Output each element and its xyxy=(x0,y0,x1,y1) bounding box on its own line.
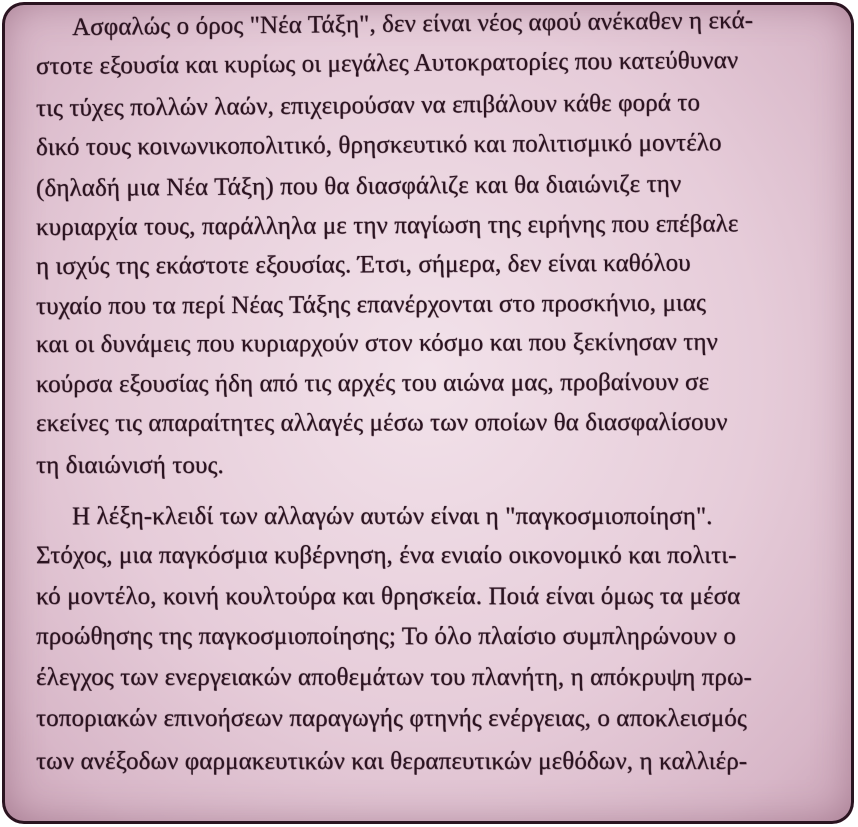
page-text xyxy=(2,2,854,824)
text-line: των ανέξοδων φαρμακευτικών και θεραπευτικών μεθόδων, η καλλιέρ- xyxy=(36,748,748,775)
text-line: κό μοντέλο, κοινή κουλτούρα και θρησκεία. Ποιά είναι όμως τα μέσα xyxy=(36,583,741,610)
text-line: Στόχος, μια παγκόσμια κυβέρνηση, ένα ενιαίο οικονομικό και πολιτι- xyxy=(36,542,737,569)
text-line: κυριαρχία τους, παράλληλα με την παγίωση της ειρήνης που επέβαλε xyxy=(35,210,739,241)
text-line: τυχαίο που τα περί Νέας Τάξης επανέρχονται στο προσκήνιο, μιας xyxy=(35,289,707,320)
text-line: εκείνες τις απαραίτητες αλλαγές μέσω των οποίων θα διασφαλίσουν xyxy=(35,408,728,437)
text-line: η ισχύς της εκάστοτε εξουσίας. Έτσι, σήμερα, δεν είναι καθόλου xyxy=(35,249,691,280)
text-line: (δηλαδή μια Νέα Τάξη) που θα διασφάλιζε και θα διαιώνιζε την xyxy=(35,170,682,202)
text-line: τοποριακών επινοήσεων παραγωγής φτηνής ενέργειας, ο αποκλεισμός xyxy=(36,705,747,732)
text-line: έλεγχος των ενεργειακών αποθεμάτων του πλανήτη, η απόκρυψη πρω- xyxy=(36,664,752,691)
text-line: Ασφαλώς ο όρος "Νέα Τάξη", δεν είναι νέος αφού ανέκαθεν η εκά- xyxy=(71,6,754,41)
text-line: στοτε εξουσία και κυρίως οι μεγάλες Αυτοκρατορίες που κατεύθυναν xyxy=(35,46,739,80)
text-line: δικό τους κοινωνικοπολιτικό, θρησκευτικό και πολιτισμικό μοντέλο xyxy=(35,129,722,161)
text-line: Η λέξη-κλειδί των αλλαγών αυτών είναι η "παγκοσμιοποίηση". xyxy=(72,503,713,530)
text-line: τις τύχες πολλών λαών, επιχειρούσαν να επιβάλουν κάθε φορά το xyxy=(35,89,701,122)
text-line: κούρσα εξουσίας ήδη από τις αρχές του αιώνα μας, προβαίνουν σε xyxy=(35,368,710,398)
text-line: τη διαιώνισή τους. xyxy=(36,452,224,479)
text-line: προώθησης της παγκοσμιοποίησης; Το όλο πλαίσιο συμπληρώνουν ο xyxy=(36,623,736,650)
book-page xyxy=(2,2,854,824)
text-line: και οι δυνάμεις που κυριαρχούν στον κόσμο και που ξεκίνησαν την xyxy=(35,328,718,358)
